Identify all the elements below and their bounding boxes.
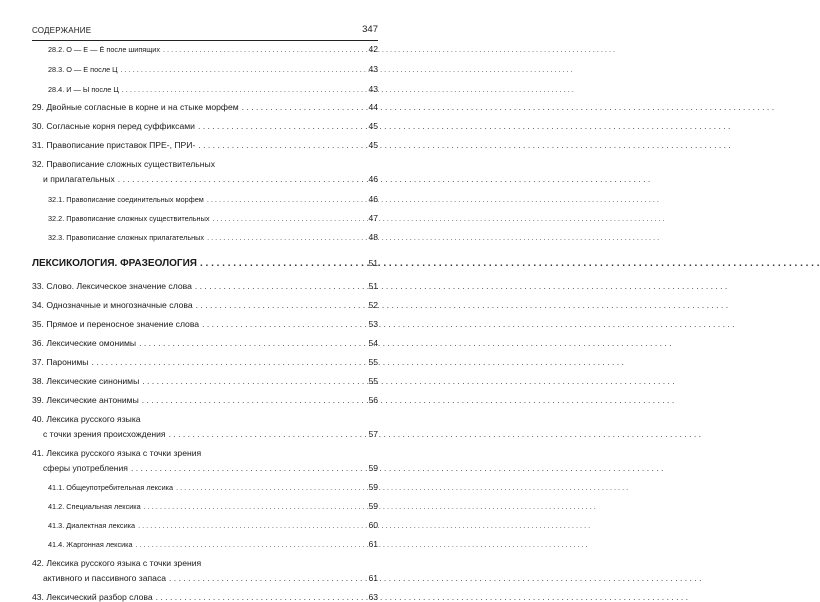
toc-entry[interactable]: 32.2. Правописание сложных существительных . . . 47	[32, 213, 378, 223]
page-number: 347	[362, 24, 378, 35]
toc-entry[interactable]: 30. Согласные корня перед суффиксами . . . 45	[32, 121, 378, 131]
toc-entry[interactable]: 39. Лексические антонимы . . . 56	[32, 395, 378, 405]
toc-entry-continuation[interactable]: и прилагательных . . . 46	[32, 174, 378, 184]
toc-entry[interactable]: 32.3. Правописание сложных прилагательных . . . 48	[32, 232, 378, 242]
toc-entry[interactable]: 37. Паронимы . . . 55	[32, 357, 378, 367]
toc-entry-continuation[interactable]: с точки зрения происхождения . . . 57	[32, 429, 378, 439]
toc-entry[interactable]: 29. Двойные согласные в корне и на стыке морфем . . . 44	[32, 102, 378, 112]
toc-entry[interactable]: 28.4. И — Ы после Ц . . . 43	[32, 84, 378, 94]
toc-entry[interactable]: 28.3. О — Е после Ц . . . 43	[32, 64, 378, 74]
toc-entry[interactable]: 33. Слово. Лексическое значение слова . . . 51	[32, 281, 378, 291]
toc-entry[interactable]: 42. Лексика русского языка с точки зрения	[32, 558, 202, 568]
toc-section-heading[interactable]: ЛЕКСИКОЛОГИЯ. ФРАЗЕОЛОГИЯ . . . 51	[32, 258, 378, 269]
toc-entry[interactable]: 41. Лексика русского языка с точки зрения	[32, 448, 202, 458]
page-header	[32, 24, 378, 41]
toc-entry[interactable]: 41.3. Диалектная лексика . . . 60	[32, 520, 378, 530]
toc-entry[interactable]: 31. Правописание приставок ПРЕ-, ПРИ- . . . 45	[32, 140, 378, 150]
toc-entry[interactable]: 43. Лексический разбор слова . . . 63	[32, 592, 378, 602]
toc-entry-continuation[interactable]: сферы употребления . . . 59	[32, 463, 378, 473]
toc-entry[interactable]: 38. Лексические синонимы . . . 55	[32, 376, 378, 386]
toc-entry[interactable]: 41.4. Жаргонная лексика . . . 61	[32, 539, 378, 549]
toc-entry[interactable]: 35. Прямое и переносное значение слова . . . 53	[32, 319, 378, 329]
running-title: СОДЕРЖАНИЕ	[32, 26, 92, 35]
toc-entry[interactable]: 41.2. Специальная лексика . . . 59	[32, 501, 378, 511]
toc-entry[interactable]: 28.2. О — Е — Ё после шипящих . . . 42	[32, 44, 378, 54]
toc-entry[interactable]: 40. Лексика русского языка	[32, 414, 141, 424]
toc-entry[interactable]: 32.1. Правописание соединительных морфем . . . 46	[32, 194, 378, 204]
toc-entry[interactable]: 34. Однозначные и многозначные слова . . . 52	[32, 300, 378, 310]
toc-entry-continuation[interactable]: активного и пассивного запаса . . . 61	[32, 573, 378, 583]
toc-entry[interactable]: 41.1. Общеупотребительная лексика . . . 59	[32, 482, 378, 492]
toc-entry[interactable]: 32. Правописание сложных существительных	[32, 159, 215, 169]
toc-entry[interactable]: 36. Лексические омонимы . . . 54	[32, 338, 378, 348]
